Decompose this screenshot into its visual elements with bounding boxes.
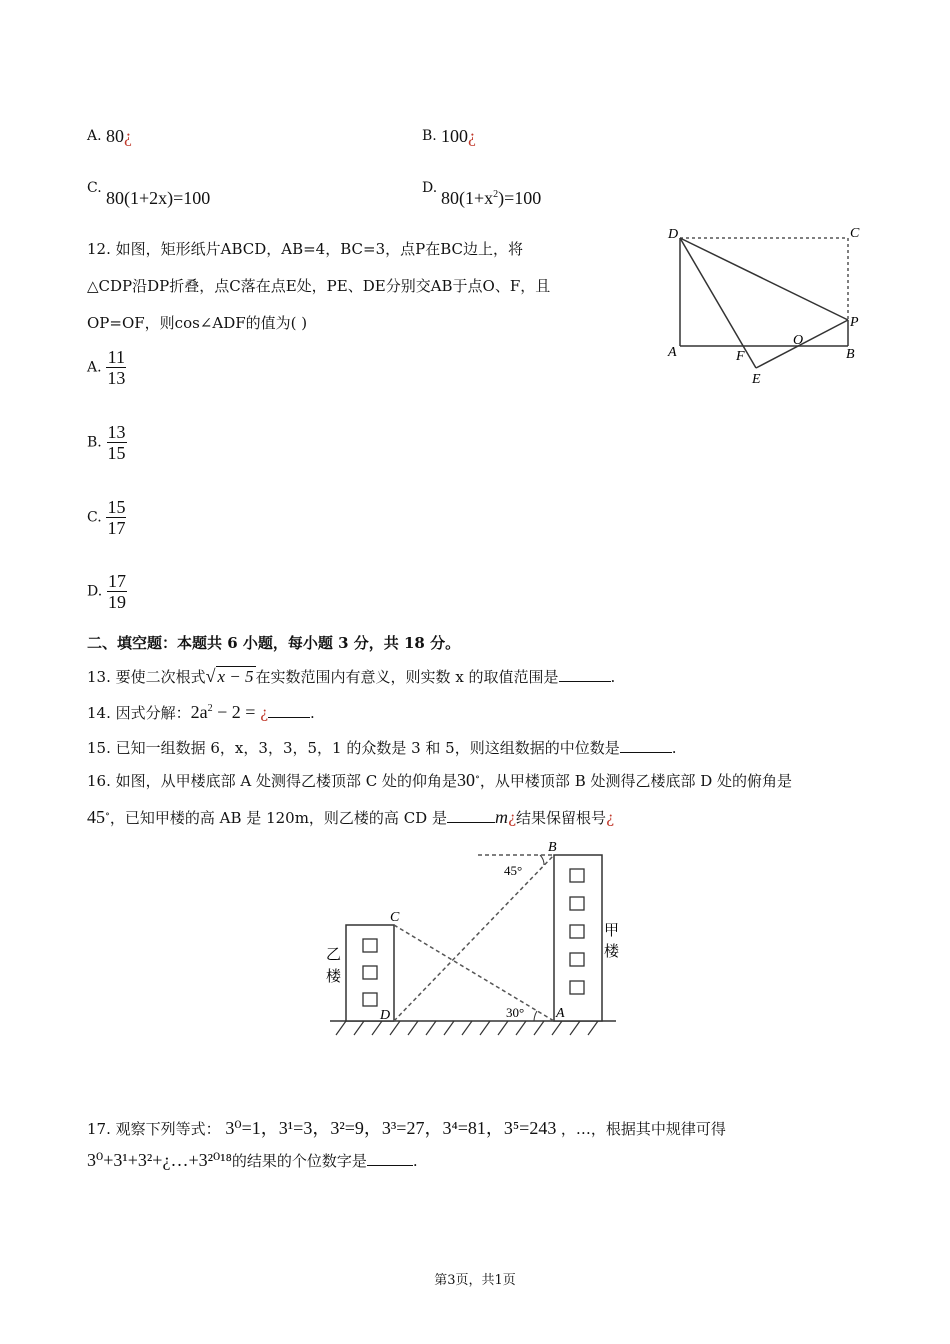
- label-jia-1: 甲: [604, 921, 620, 939]
- q11-option-b-label: B.: [422, 128, 437, 144]
- label-e: E: [752, 372, 761, 387]
- label-d: D: [668, 227, 679, 242]
- segment-dp: [680, 238, 848, 320]
- q17-line1: 17. 观察下列等式： 3⁰=1，3¹=3，3²=9，3³=27，3⁴=81，3⁵=243 ，…，根据其中规律可得: [87, 1118, 726, 1138]
- q14: 14. 因式分解：$2a^2 - 2$ = ¿ .: [87, 702, 315, 722]
- label-b: B: [548, 840, 557, 855]
- q11-option-b-value: 100¿: [441, 126, 476, 146]
- q12-line2: △CDP沿DP折叠，点C落在点E处，PE、DE分别交AB于点O、F，且: [87, 277, 551, 295]
- angle-arc-45: [540, 855, 544, 865]
- angle-label-30: 30°: [506, 1005, 525, 1020]
- label-jia-2: 楼: [604, 942, 620, 960]
- q11-option-d-label: D.: [422, 180, 438, 196]
- label-b: B: [846, 347, 855, 362]
- q11-option-c-label: C.: [87, 180, 102, 196]
- page-footer: 第3页，共1页: [434, 1273, 516, 1288]
- angle-label-45: 45°: [504, 863, 523, 878]
- q11-option-d-value: $80(1+x^2)=100$: [441, 188, 542, 208]
- label-c: C: [390, 910, 400, 925]
- q16-line2: 45∘，已知甲楼的高 AB 是 120m，则乙楼的高 CD 是 m¿结果保留根号¿: [87, 807, 615, 827]
- q12-option-c: C. $\frac{15}{17}$: [87, 497, 126, 538]
- q13: 13. 要使二次根式√ x − 5 在实数范围内有意义，则实数 x 的取值范围是 .: [87, 666, 616, 686]
- q12-line1: 12. 如图，矩形纸片ABCD，AB=4，BC=3，点P在BC边上，将: [87, 240, 523, 258]
- q17-line2: 3⁰+3¹+3²+¿…+3²⁰¹⁸的结果的个位数字是 .: [87, 1150, 418, 1170]
- label-d: D: [380, 1008, 391, 1023]
- q12-option-a: A. $\frac{11}{13}$: [87, 347, 126, 388]
- angle-arc-30: [534, 1011, 537, 1021]
- q12-option-b: B. $\frac{13}{15}$: [87, 422, 126, 463]
- q15: 15. 已知一组数据 6，x，3，3，5，1 的众数是 3 和 5，则这组数据的中位数是 .: [87, 739, 677, 757]
- q17-equalities: 3⁰=1，3¹=3，3²=9，3³=27，3⁴=81，3⁵=243: [225, 1118, 557, 1138]
- label-yi-1: 乙: [326, 945, 342, 963]
- section-2-heading: 二、填空题：本题共 6 小题，每小题 3 分，共 18 分。: [87, 634, 461, 652]
- sight-line-ac: [394, 925, 554, 1021]
- q11-option-c-value: 80(1+2x)=100: [106, 188, 211, 208]
- q12-line3: OP=OF，则cos∠ADF的值为( ): [87, 314, 308, 332]
- label-yi-2: 楼: [326, 967, 342, 985]
- label-a: A: [668, 345, 677, 360]
- q11-option-a-value: 80¿: [106, 126, 132, 146]
- segment-de: [680, 238, 756, 368]
- q12-figure: [660, 220, 870, 390]
- q16-figure: [320, 835, 630, 1045]
- label-p: P: [850, 315, 859, 330]
- q12-option-d: D. $\frac{17}{19}$: [87, 571, 126, 612]
- sight-line-bd: [394, 855, 554, 1021]
- label-c: C: [850, 226, 860, 241]
- label-a: A: [556, 1006, 565, 1021]
- q16-line1: 16. 如图，从甲楼底部 A 处测得乙楼顶部 C 处的仰角是30∘，从甲楼顶部 B 处测得乙楼底部 D 处的俯角是: [87, 770, 793, 790]
- label-f: F: [736, 349, 745, 364]
- label-o: O: [793, 333, 804, 348]
- ground-hatching: [336, 1021, 598, 1035]
- q11-option-a-label: A.: [87, 128, 102, 144]
